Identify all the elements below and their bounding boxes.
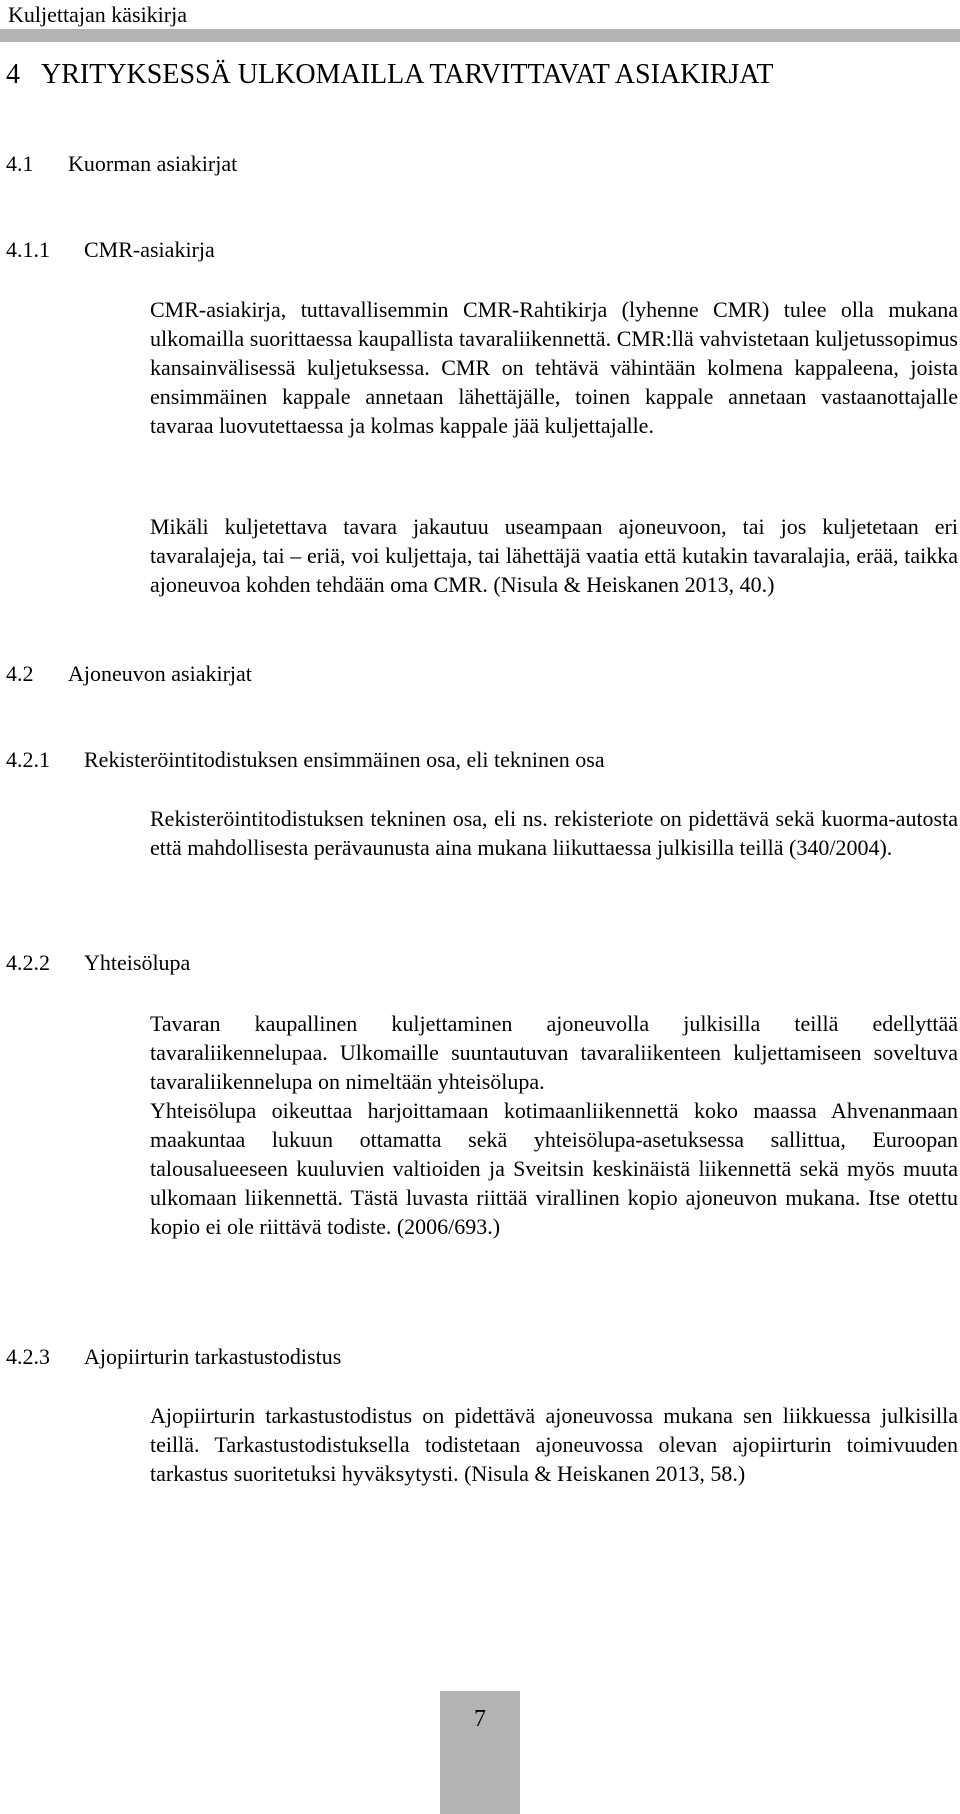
page-number-box (440, 1691, 520, 1814)
subsection-heading-4-2-1 (6, 746, 605, 774)
subsection-heading-4-2-2 (6, 949, 190, 977)
section-heading-4-1 (6, 150, 237, 178)
page-number: 7 (474, 1706, 486, 1732)
header-rule (0, 29, 960, 42)
section-title: Kuorman asiakirjat (68, 151, 238, 176)
subsection-number: 4.1.1 (6, 237, 50, 262)
subsection-title: Rekisteröintitodistuksen ensimmäinen osa, eli tekninen osa (84, 747, 605, 772)
paragraph-cmr-2: Mikäli kuljetettava tavara jakautuu useampaan ajoneuvoon, tai jos kuljetetaan eri tavaralajeja, tai – eriä, voi kuljettaja, tai lähettäjä vaatia että kutakin tavaralajia, erää, taikka ajoneuvoa kohden tehdään oma CMR. (Nisula & Heiskanen 2013, 40.) (150, 514, 958, 597)
subsection-title: CMR-asiakirja (84, 237, 215, 262)
paragraph-rekisterointi: Rekisteröintitodistuksen tekninen osa, eli ns. rekisteriote on pidettävä sekä kuorma-autosta että mahdollisesta perävaunusta aina mukana liikuttaessa julkisilla teillä (340/2004). (150, 806, 958, 860)
section-number: 4.1 (6, 151, 34, 176)
subsection-number: 4.2.3 (6, 1344, 50, 1369)
chapter-title: YRITYKSESSÄ ULKOMAILLA TARVITTAVAT ASIAKIRJAT (41, 59, 774, 90)
running-header: Kuljettajan käsikirja (8, 2, 187, 27)
section-number: 4.2 (6, 661, 34, 686)
subsection-number: 4.2.1 (6, 747, 50, 772)
paragraph-ajopiirturi: Ajopiirturin tarkastustodistus on pidettävä ajoneuvossa mukana sen liikkuessa julkisilla teillä. Tarkastustodistuksella todistetaan ajoneuvossa olevan ajopiirturin toimivuuden tarkastus suoritetuksi hyväksytysti. (Nisula & Heiskanen 2013, 58.) (150, 1403, 958, 1486)
paragraph-yhteisolupa-1: Tavaran kaupallinen kuljettaminen ajoneuvolla julkisilla teillä edellyttää tavaraliikennelupaa. Ulkomaille suuntautuvan tavaraliikenteen kuljettamiseen soveltuva tavaraliikennelupa on nimeltään yhteisölupa. (150, 1011, 958, 1094)
chapter-number: 4 (6, 59, 20, 90)
subsection-title: Ajopiirturin tarkastustodistus (84, 1344, 342, 1369)
subsection-heading-4-1-1 (6, 236, 215, 264)
subsection-heading-4-2-3 (6, 1343, 341, 1371)
chapter-heading (6, 58, 773, 92)
subsection-number: 4.2.2 (6, 950, 50, 975)
subsection-title: Yhteisölupa (84, 950, 191, 975)
paragraph-cmr-1: CMR-asiakirja, tuttavallisemmin CMR-Rahtikirja (lyhenne CMR) tulee olla mukana ulkomailla suorittaessa kaupallista tavaraliikennettä. CMR:llä vahvistetaan kuljetussopimus kansainvälisessä kuljetuksessa. CMR on tehtävä vähintään kolmena kappaleena, joista ensimmäinen kappale annetaan lähettäjälle, toinen kappale annetaan vastaanottajalle tavaraa luovutettaessa ja kolmas kappale jää kuljettajalle. (150, 297, 958, 438)
section-heading-4-2 (6, 660, 252, 688)
paragraph-yhteisolupa-2: Yhteisölupa oikeuttaa harjoittamaan kotimaanliikennettä koko maassa Ahvenanmaan maakuntaa lukuun ottamatta sekä yhteisölupa-asetuksessa sallittua, Euroopan talousalueeseen kuuluvien valtioiden ja Sveitsin keskinäistä liikennettä sekä myös muuta ulkomaan liikennettä. Tästä luvasta riittää virallinen kopio ajoneuvon mukana. Itse otettu kopio ei ole riittävä todiste. (2006/693.) (150, 1098, 958, 1239)
section-title: Ajoneuvon asiakirjat (68, 661, 252, 686)
